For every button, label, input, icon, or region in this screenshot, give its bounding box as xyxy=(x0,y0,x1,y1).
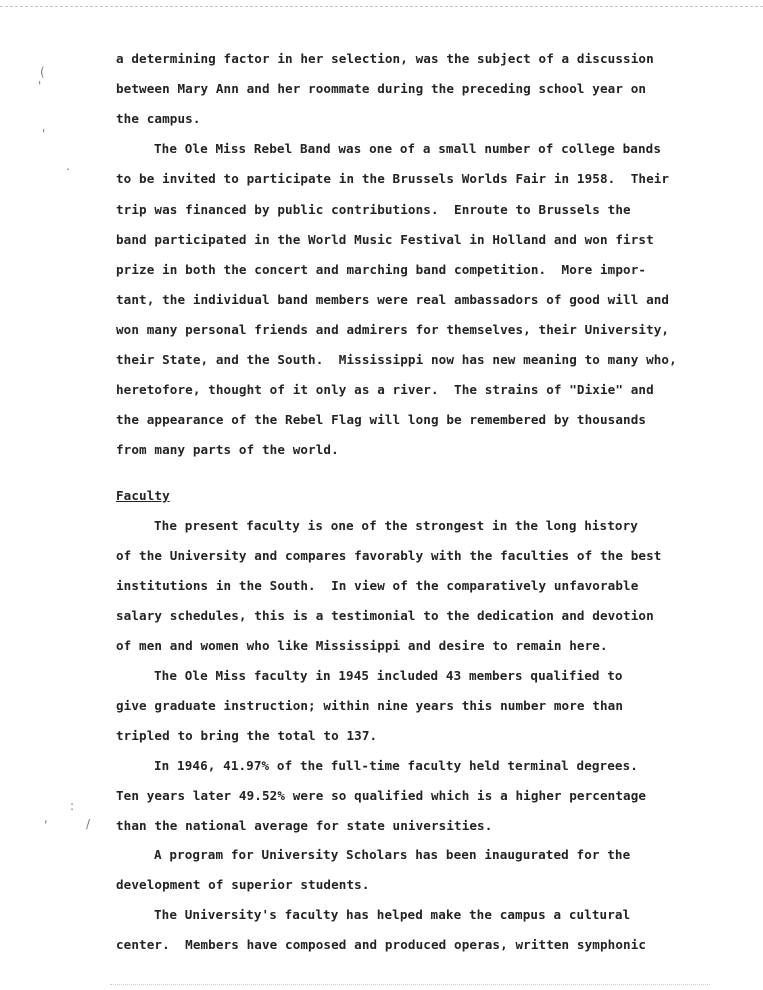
text-line: Ten years later 49.52% were so qualified which is a higher percentage xyxy=(116,788,647,803)
scan-speck: . xyxy=(66,159,70,173)
paragraph-first-line: The present faculty is one of the strongest in the long history xyxy=(154,518,638,533)
section-heading-faculty: Faculty xyxy=(116,488,170,503)
text-line: give graduate instruction; within nine years this number more than xyxy=(116,698,624,713)
scan-top-edge xyxy=(0,6,763,7)
text-line: heretofore, thought of it only as a river. The strains of "Dixie" and xyxy=(116,382,654,397)
paragraph-first-line: The Ole Miss Rebel Band was one of a small number of college bands xyxy=(154,141,662,156)
text-line: to be invited to participate in the Brussels Worlds Fair in 1958. Their xyxy=(116,171,670,186)
text-line: a determining factor in her selection, was the subject of a discussion xyxy=(116,51,654,66)
text-line: tripled to bring the total to 137. xyxy=(116,728,378,743)
scan-speck: ' xyxy=(38,79,42,93)
paragraph-first-line: A program for University Scholars has been inaugurated for the xyxy=(154,847,631,862)
text-line: of men and women who like Mississippi and desire to remain here. xyxy=(116,638,608,653)
text-line: trip was financed by public contributions. Enroute to Brussels the xyxy=(116,202,631,217)
scan-speck: ( xyxy=(40,65,45,79)
scan-speck: ' xyxy=(42,127,46,141)
text-line: from many parts of the world. xyxy=(116,442,339,457)
text-line: the campus. xyxy=(116,111,201,126)
scan-bottom-edge xyxy=(110,984,710,985)
text-line: won many personal friends and admirers for themselves, their University, xyxy=(116,322,670,337)
scan-speck: / xyxy=(86,817,91,831)
paragraph-first-line: The Ole Miss faculty in 1945 included 43 members qualified to xyxy=(154,668,623,683)
paragraph-first-line: The University's faculty has helped make the campus a cultural xyxy=(154,907,631,922)
text-line: center. Members have composed and produced operas, written symphonic xyxy=(116,937,647,952)
text-line: the appearance of the Rebel Flag will long be remembered by thousands xyxy=(116,412,647,427)
text-line: than the national average for state universities. xyxy=(116,818,493,833)
text-line: institutions in the South. In view of the comparatively unfavorable xyxy=(116,578,639,593)
text-line: between Mary Ann and her roommate during the preceding school year on xyxy=(116,81,647,96)
text-line: band participated in the World Music Festival in Holland and won first xyxy=(116,232,654,247)
text-line: of the University and compares favorably with the faculties of the best xyxy=(116,548,662,563)
text-line: tant, the individual band members were real ambassadors of good will and xyxy=(116,292,670,307)
text-line: their State, and the South. Mississippi now has new meaning to many who, xyxy=(116,352,677,367)
text-line: prize in both the concert and marching band competition. More impor- xyxy=(116,262,647,277)
scan-speck: , xyxy=(44,811,48,825)
text-line: salary schedules, this is a testimonial to the dedication and devotion xyxy=(116,608,654,623)
paragraph-first-line: In 1946, 41.97% of the full-time faculty held terminal degrees. xyxy=(154,758,638,773)
scan-speck: : xyxy=(70,799,75,813)
text-line: development of superior students. xyxy=(116,877,370,892)
